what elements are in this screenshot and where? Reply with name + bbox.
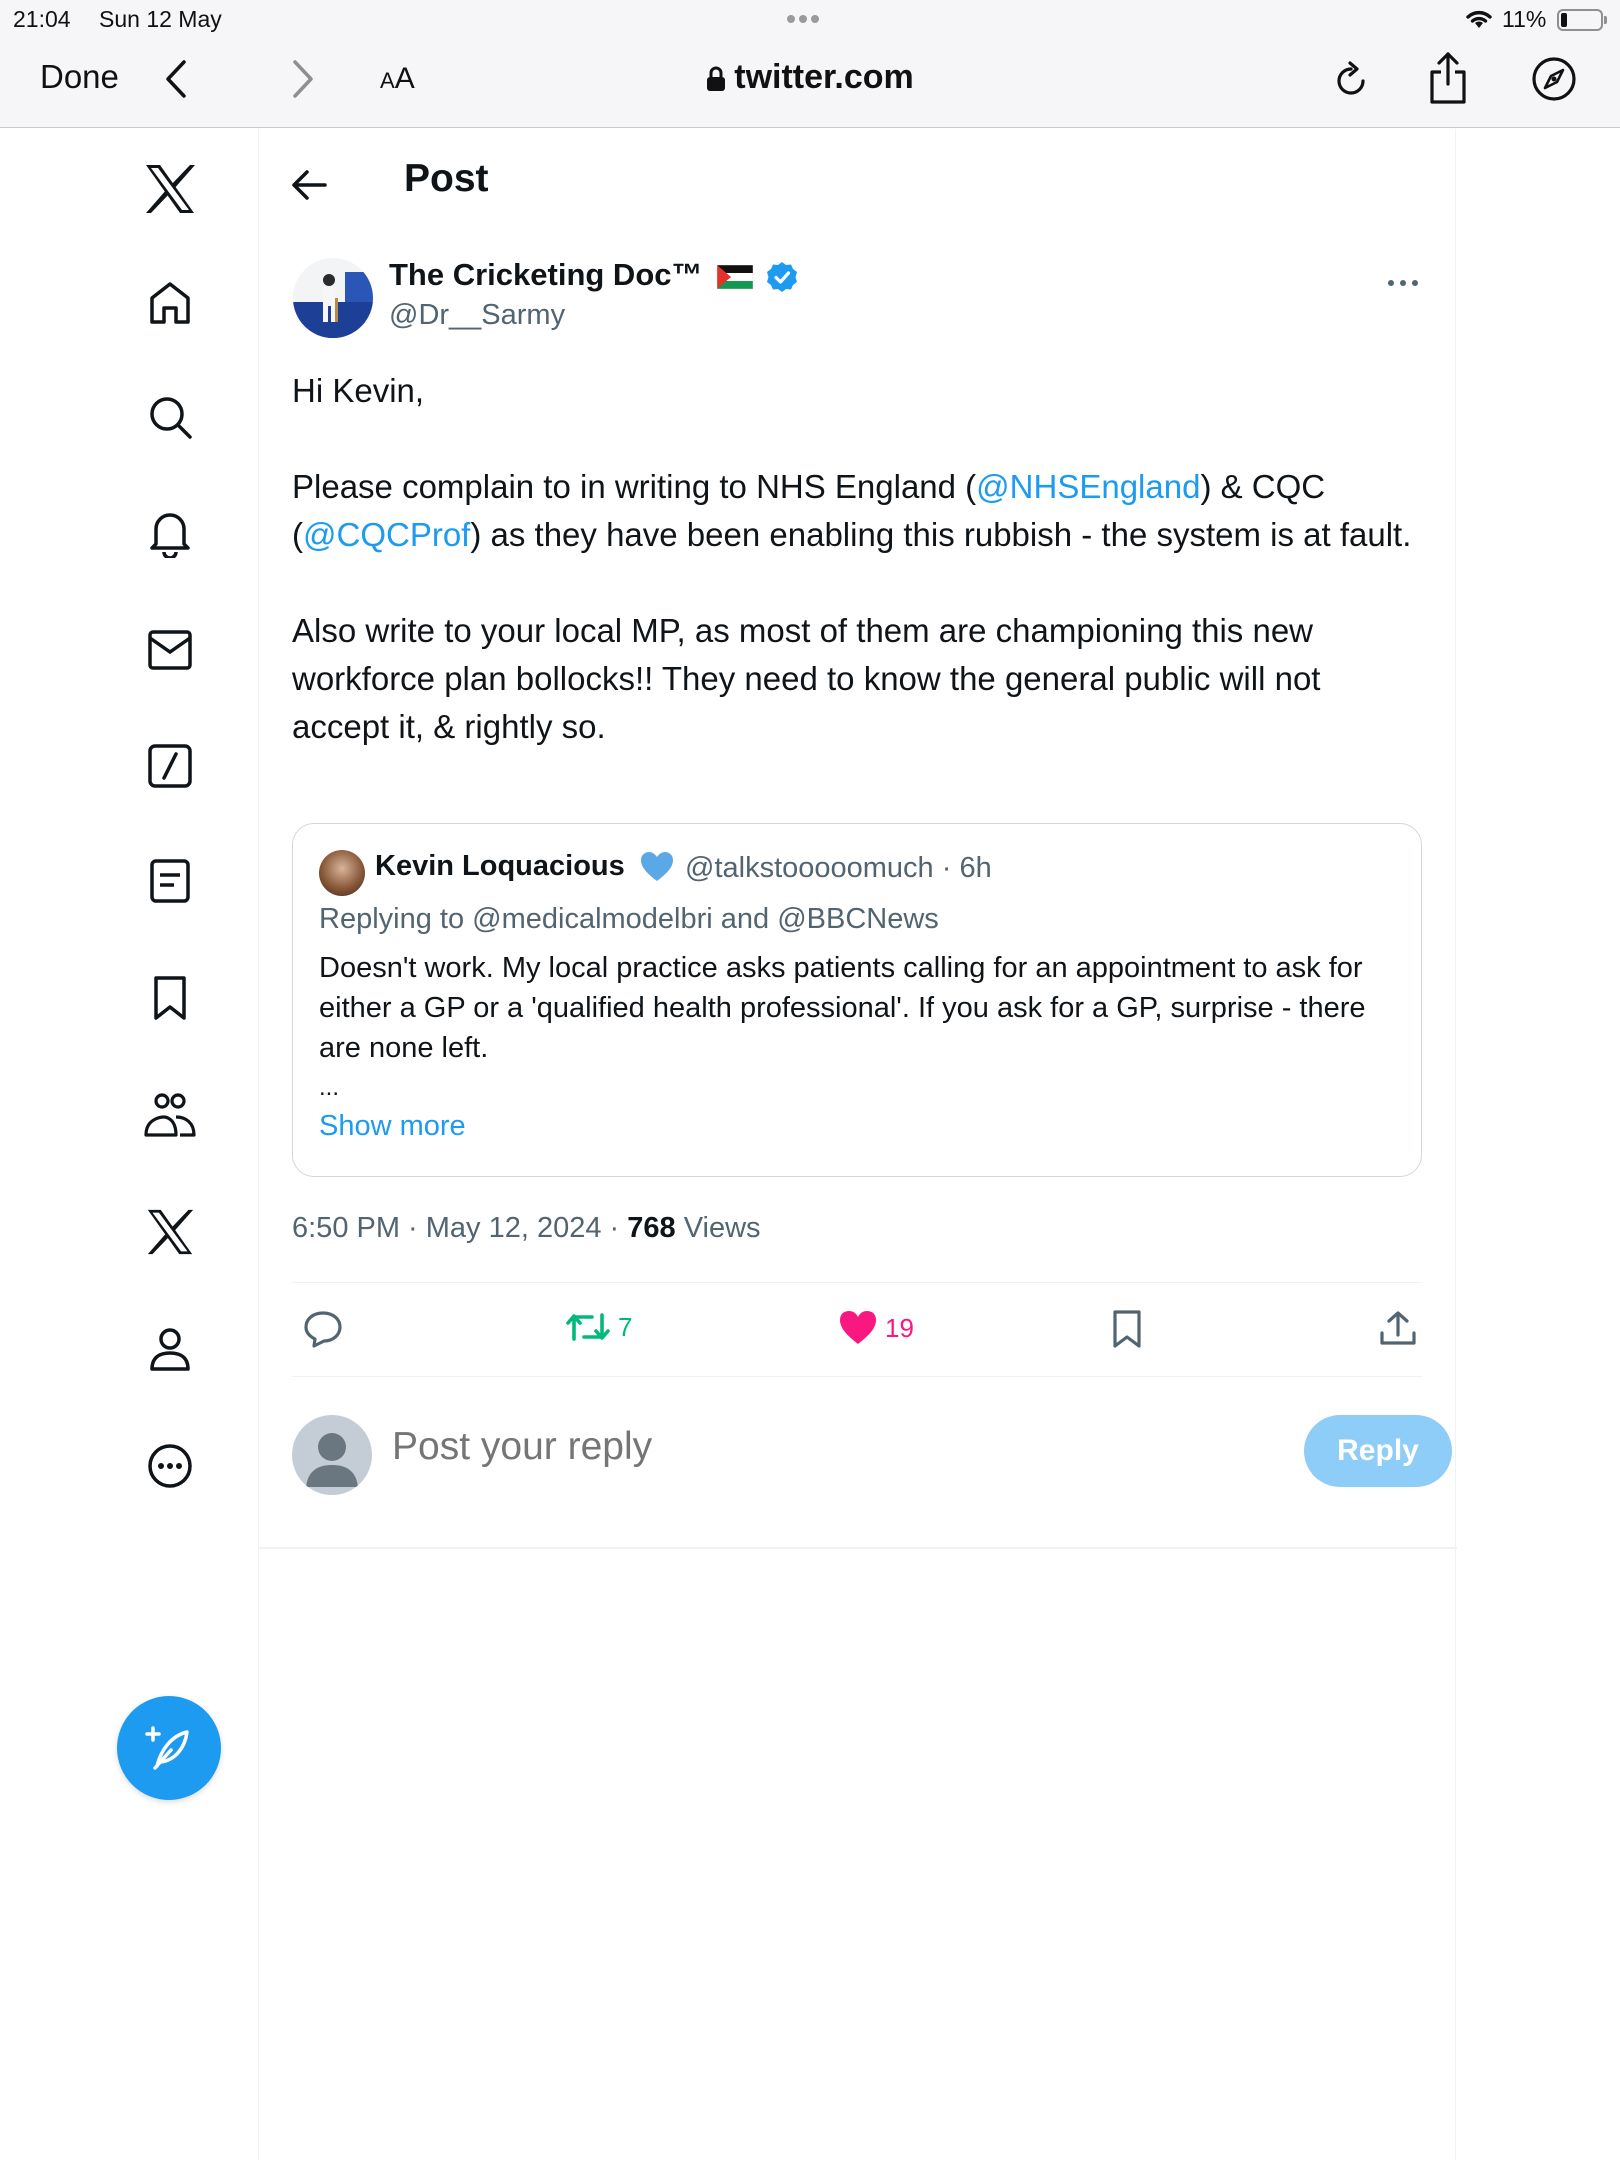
bookmark-action[interactable] [1110,1309,1144,1349]
text-size-button[interactable]: AA [380,62,415,95]
x-logo-icon[interactable] [134,153,206,225]
reply-button[interactable]: Reply [1304,1415,1452,1487]
post-text [292,367,1422,799]
notifications-bell-icon[interactable] [134,497,206,569]
battery-percentage: 11% [1502,6,1547,32]
post-more-icon[interactable] [1387,277,1419,289]
show-more-link[interactable]: Show more [319,1110,466,1142]
action-bar [292,1282,1422,1377]
post-metadata [292,1212,761,1245]
like-count: 19 [885,1312,914,1343]
bookmark-icon [1110,1309,1144,1349]
repost-action[interactable] [564,1309,632,1345]
browser-toolbar [0,40,1620,128]
quoted-author-name: Kevin Loquacious [375,850,675,883]
quoted-post[interactable] [292,823,1422,1177]
post-paragraph-2: Please complain to in writing to NHS England (@NHSEngland) & CQC (@CQCProf) as they have been enabling this rubbish - the system is at fault. [292,468,1412,553]
quoted-handle-time: @talkstooooomuch · 6h [685,852,992,884]
author-handle[interactable]: @Dr__Sarmy [389,299,566,331]
views-count: 768 [627,1212,676,1244]
messages-envelope-icon[interactable] [134,614,206,686]
compass-icon[interactable] [1530,55,1578,103]
main-column [258,129,1456,2160]
post-timestamp[interactable]: 6:50 PM · May 12, 2024 · [292,1212,628,1244]
like-action[interactable] [837,1309,914,1347]
status-date: Sun 12 May [99,6,222,32]
post-paragraph-1: Hi Kevin, [292,372,425,409]
battery-icon [1557,9,1603,31]
share-upload-icon [1378,1309,1418,1349]
reply-bubble-icon [302,1309,344,1349]
left-navigation [0,129,258,2160]
verified-badge-icon [766,261,798,293]
mention-cqcprof-link[interactable]: @CQCProf [303,516,471,553]
quoted-text: Doesn't work. My local practice asks patients calling for an appointment to ask for either a GP or a 'qualified health professional'. If you ask for a GP, surprise - there are none left. [319,952,1366,1064]
lock-icon [706,66,726,92]
mention-nhsengland-link[interactable]: @NHSEngland [976,468,1201,505]
blue-heart-icon [639,851,675,883]
author-avatar[interactable] [293,258,373,338]
bookmarks-icon[interactable] [134,962,206,1034]
views-label: Views [675,1212,761,1244]
compose-post-button[interactable] [117,1696,221,1800]
repost-count: 7 [618,1311,633,1342]
profile-icon[interactable] [134,1313,206,1385]
post-paragraph-3: Also write to your local MP, as most of them are championing this new workforce plan bollocks!! They need to know the general public will not accept it, & rightly so. [292,612,1321,745]
lists-icon[interactable] [134,845,206,917]
status-time: 21:04 [13,6,71,32]
grok-icon[interactable] [134,730,206,802]
home-icon[interactable] [134,266,206,338]
palestine-flag-icon [717,265,753,289]
communities-icon[interactable] [134,1079,206,1151]
quoted-author-avatar [319,850,365,896]
url-text: twitter.com [734,58,914,96]
back-arrow-icon[interactable] [289,166,329,204]
more-options-icon[interactable] [134,1430,206,1502]
reply-input[interactable] [392,1425,1192,1469]
reply-composer [292,1411,1422,1511]
quoted-ellipsis: ... [319,1074,340,1101]
feather-plus-icon [141,1720,197,1776]
done-button[interactable]: Done [40,58,119,95]
share-icon[interactable] [1426,50,1470,106]
section-divider [259,1547,1457,1549]
multitasking-dots-icon[interactable] [785,10,821,28]
status-bar [0,0,1620,40]
replying-to: Replying to @medicalmodelbri and @BBCNews [319,903,939,935]
repost-icon [564,1309,612,1345]
reply-action[interactable] [302,1309,344,1349]
composer-avatar [292,1415,372,1495]
heart-filled-icon [837,1309,879,1347]
reload-icon[interactable] [1330,57,1372,103]
share-action[interactable] [1378,1309,1418,1349]
address-bar[interactable] [0,58,1620,97]
page-title: Post [404,157,489,200]
search-icon[interactable] [134,381,206,453]
wifi-icon [1464,6,1494,32]
author-name[interactable]: The Cricketing Doc™ [389,257,798,293]
premium-x-icon[interactable] [134,1196,206,1268]
